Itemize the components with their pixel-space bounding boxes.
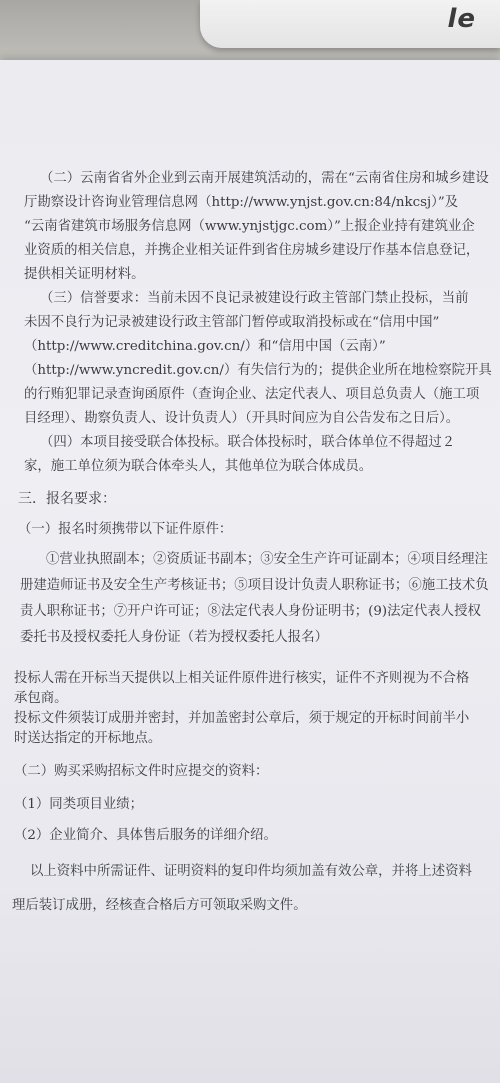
text-line: （二）购买采购招标文件时应提交的资料： — [14, 764, 269, 779]
text-line: 理后装订成册，经核查合格后方可领取采购文件。 — [12, 898, 307, 913]
text-line: 投标文件须装订成册并密封，并加盖密封公章后，须于规定的开标时间前半小 — [14, 711, 470, 726]
text-line: 业资质的相关信息，并携企业相关证件到省住房城乡建设厅作基本信息登记， — [24, 243, 480, 258]
text-line: 的行贿犯罪记录查询函原件（查询企业、法定代表人、项目总负责人（施工项 — [24, 387, 480, 402]
text-line: 承包商。 — [14, 691, 68, 706]
text-line: （2）企业简介、具体售后服务的详细介绍。 — [14, 828, 277, 843]
text-line: 以上资料中所需证件、证明资料的复印件均须加盖有效公章，并将上述资料 — [30, 864, 472, 879]
text-line: （二）云南省省外企业到云南开展建筑活动的，需在“云南省住房和城乡建设 — [40, 171, 489, 186]
text-line: （三）信誉要求：当前未因不良记录被建设行政主管部门禁止投标，当前 — [40, 291, 469, 306]
text-line: 提供相关证明材料。 — [24, 267, 145, 282]
laptop-corner — [200, 0, 500, 48]
text-line: （四）本项目接受联合体投标。联合体投标时，联合体单位不得超过２ — [40, 435, 456, 450]
text-line: （http://www.creditchina.gov.cn/）和“信用中国（云南）” — [24, 339, 386, 354]
text-line: ①营业执照副本；②资质证书副本；③安全生产许可证副本；④项目经理注 — [46, 552, 488, 567]
text-line: 时送达指定的开标地点。 — [14, 731, 162, 746]
text-line: （一）报名时须携带以下证件原件： — [18, 522, 233, 537]
text-line: 未因不良行为记录被建设行政主管部门暂停或取消投标或在“信用中国” — [24, 315, 440, 330]
text-line: 厅勘察设计咨询业管理信息网（http://www.ynjst.gov.cn:84/nkcsj）”及 — [24, 195, 459, 210]
text-line: 册建造师证书及安全生产考核证书；⑤项目设计负责人职称证书；⑥施工技术负 — [20, 578, 489, 593]
text-line: （http://www.yncredit.gov.cn/）有失信行为的；提供企业所在地检察院开具 — [24, 363, 492, 378]
text-line: 家，施工单位须为联合体牵头人，其他单位为联合体成员。 — [24, 459, 373, 474]
text-line: “云南省建筑市场服务信息网（www.ynjstjgc.com）”上报企业持有建筑业企 — [24, 219, 475, 234]
section-heading: 三．报名要求： — [18, 491, 116, 507]
text-line: （1）同类项目业绩； — [14, 797, 144, 812]
text-line: 目经理）、勘察负责人、设计负责人）（开具时间应为自公告发布之日后）。 — [24, 411, 460, 426]
text-line: 委托书及授权委托人身份证（若为授权委托人报名） — [20, 630, 328, 645]
text-line: 投标人需在开标当天提供以上相关证件原件进行核实，证件不齐则视为不合格 — [14, 671, 470, 686]
text-line: 责人职称证书；⑦开户许可证；⑧法定代表人身份证明书；(9)法定代表人授权 — [20, 604, 481, 619]
laptop-logo: le — [447, 4, 476, 34]
document-page — [0, 60, 500, 1083]
